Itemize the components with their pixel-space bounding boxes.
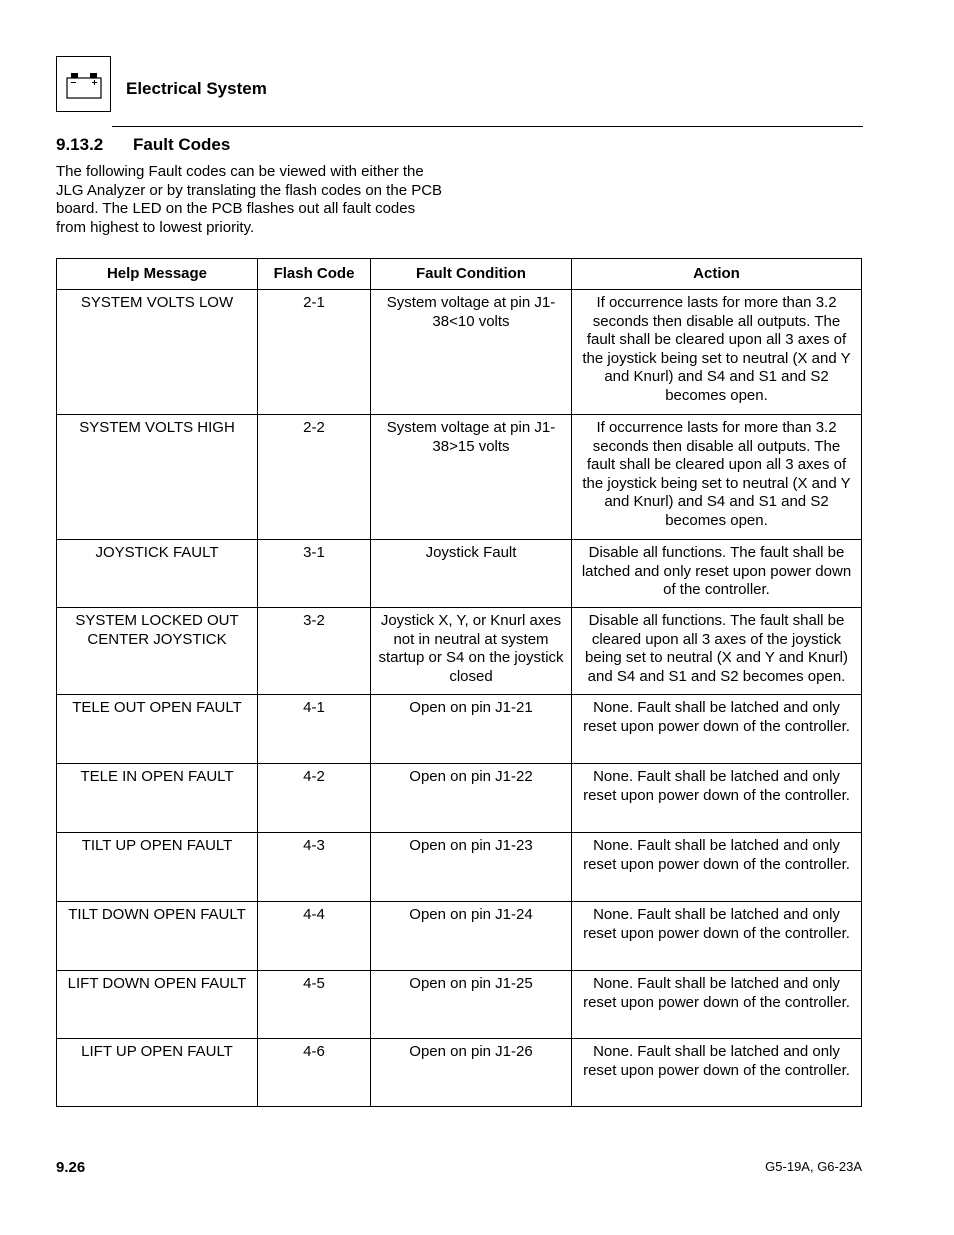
flash-code-cell: 4-3: [258, 833, 371, 902]
intro-paragraph: The following Fault codes can be viewed with either the JLG Analyzer or by translating the flash codes on the PCB board. The LED on the PCB flashes out all fault codes from highest to lowest priority.: [56, 163, 443, 236]
flash-code-cell: 4-2: [258, 764, 371, 833]
flash-code-cell: 2-2: [258, 415, 371, 540]
header-title: Electrical System: [126, 79, 267, 98]
fault-condition-cell: Joystick Fault: [371, 540, 572, 608]
flash-code-cell: 4-4: [258, 902, 371, 971]
flash-code-cell: 2-1: [258, 290, 371, 415]
action-cell: None. Fault shall be latched and only reset upon power down of the controller.: [572, 971, 862, 1039]
col-header-fault-condition: Fault Condition: [371, 259, 572, 290]
table-row: [57, 902, 862, 971]
col-header-help-message: Help Message: [57, 259, 258, 290]
table-row: [57, 290, 862, 415]
table-row: [57, 1039, 862, 1107]
help-message-cell: TILT DOWN OPEN FAULT: [57, 902, 258, 971]
fault-condition-cell: Open on pin J1-23: [371, 833, 572, 902]
table-row: [57, 695, 862, 764]
help-message-cell: TELE OUT OPEN FAULT: [57, 695, 258, 764]
action-cell: If occurrence lasts for more than 3.2 seconds then disable all outputs. The fault shall be cleared upon all 3 axes of the joystick being set to neutral (X and Y and Knurl) and S4 and S1 and S2 becomes open.: [572, 290, 862, 415]
flash-code-cell: 3-1: [258, 540, 371, 608]
help-message-cell: LIFT DOWN OPEN FAULT: [57, 971, 258, 1039]
col-header-action: Action: [572, 259, 862, 290]
fault-condition-cell: Joystick X, Y, or Knurl axes not in neutral at system startup or S4 on the joystick closed: [371, 608, 572, 695]
battery-icon-box: [56, 56, 111, 112]
help-message-cell: TILT UP OPEN FAULT: [57, 833, 258, 902]
flash-code-cell: 4-1: [258, 695, 371, 764]
header-divider: [112, 126, 863, 127]
table-row: [57, 833, 862, 902]
action-cell: None. Fault shall be latched and only reset upon power down of the controller.: [572, 1039, 862, 1107]
section-title: Fault Codes: [133, 135, 231, 154]
fault-condition-cell: Open on pin J1-26: [371, 1039, 572, 1107]
table-row: [57, 415, 862, 540]
action-cell: Disable all functions. The fault shall be cleared upon all 3 axes of the joystick being set to neutral (X and Y and Knurl) and S4 and S1 and S2 becomes open.: [572, 608, 862, 695]
action-cell: Disable all functions. The fault shall be latched and only reset upon power down of the controller.: [572, 540, 862, 608]
action-cell: None. Fault shall be latched and only reset upon power down of the controller.: [572, 695, 862, 764]
action-cell: If occurrence lasts for more than 3.2 seconds then disable all outputs. The fault shall be cleared upon all 3 axes of the joystick being set to neutral (X and Y and Knurl) and S4 and S1 and S2 becomes open.: [572, 415, 862, 540]
flash-code-cell: 3-2: [258, 608, 371, 695]
action-cell: None. Fault shall be latched and only reset upon power down of the controller.: [572, 764, 862, 833]
section-number: 9.13.2: [56, 135, 104, 154]
section-heading: [56, 135, 230, 155]
battery-icon: [57, 57, 110, 111]
fault-condition-cell: Open on pin J1-22: [371, 764, 572, 833]
table-row: [57, 608, 862, 695]
model-label: G5-19A, G6-23A: [765, 1159, 862, 1174]
help-message-cell: JOYSTICK FAULT: [57, 540, 258, 608]
help-message-cell: SYSTEM LOCKED OUT CENTER JOYSTICK: [57, 608, 258, 695]
table-row: [57, 764, 862, 833]
table-row: [57, 971, 862, 1039]
fault-condition-cell: Open on pin J1-24: [371, 902, 572, 971]
flash-code-cell: 4-5: [258, 971, 371, 1039]
fault-codes-table: [56, 258, 862, 1107]
page-number: 9.26: [56, 1159, 86, 1176]
action-cell: None. Fault shall be latched and only reset upon power down of the controller.: [572, 902, 862, 971]
help-message-cell: SYSTEM VOLTS HIGH: [57, 415, 258, 540]
flash-code-cell: 4-6: [258, 1039, 371, 1107]
fault-condition-cell: System voltage at pin J1-38<10 volts: [371, 290, 572, 415]
fault-condition-cell: Open on pin J1-21: [371, 695, 572, 764]
fault-condition-cell: System voltage at pin J1-38>15 volts: [371, 415, 572, 540]
help-message-cell: SYSTEM VOLTS LOW: [57, 290, 258, 415]
fault-condition-cell: Open on pin J1-25: [371, 971, 572, 1039]
table-header-row: [57, 259, 862, 290]
table-row: [57, 540, 862, 608]
help-message-cell: TELE IN OPEN FAULT: [57, 764, 258, 833]
col-header-flash-code: Flash Code: [258, 259, 371, 290]
action-cell: None. Fault shall be latched and only reset upon power down of the controller.: [572, 833, 862, 902]
help-message-cell: LIFT UP OPEN FAULT: [57, 1039, 258, 1107]
